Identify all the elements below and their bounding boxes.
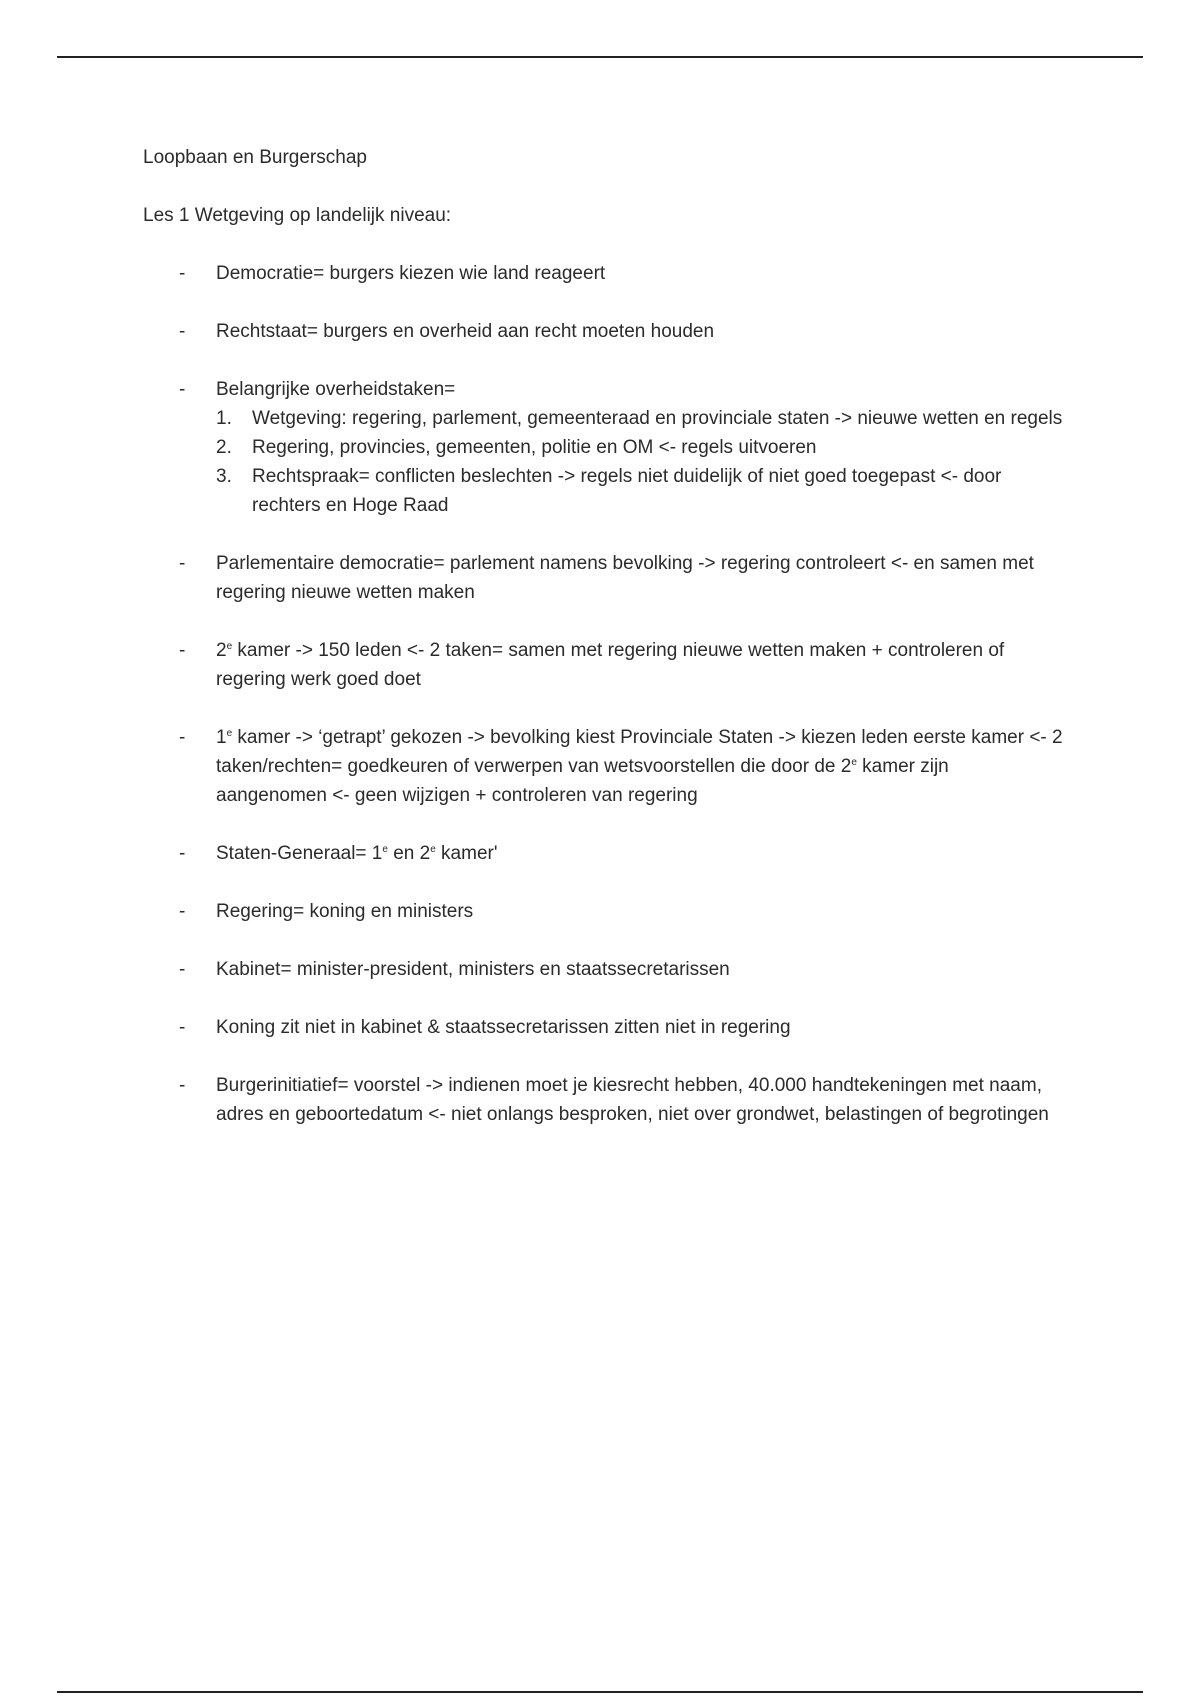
- bullet-item-kabinet: [143, 955, 1063, 984]
- text-part: kamer -> 150 leden <- 2 taken= samen met regering nieuwe wetten maken + controleren of regering werk goed doet: [216, 640, 1005, 690]
- numbered-item: [216, 404, 1063, 433]
- bullet-text: Parlementaire democratie= parlement namens bevolking -> regering controleert <- en samen met regering nieuwe wetten maken: [216, 553, 1034, 603]
- bullet-text: Democratie= burgers kiezen wie land reageert: [216, 263, 606, 284]
- bullet-marker: -: [179, 1017, 186, 1038]
- document-title: Loopbaan en Burgerschap: [143, 147, 367, 168]
- item-number: 3.: [216, 466, 232, 487]
- text-part: kamer': [435, 843, 498, 864]
- bullet-marker: -: [179, 553, 186, 574]
- superscript: e: [226, 641, 233, 652]
- text-part: 2: [216, 640, 227, 661]
- bullet-item-burgerinitiatief: [143, 1071, 1063, 1129]
- numbered-item: [216, 433, 1063, 462]
- bullet-marker: -: [179, 727, 186, 748]
- text-part: kamer zijn aangenomen <- geen wijzigen + controleren van regering: [216, 756, 949, 806]
- bullet-item-democratie: [143, 259, 1063, 288]
- numbered-item: [216, 462, 1063, 520]
- bullet-marker: -: [179, 321, 186, 342]
- bullet-marker: -: [179, 901, 186, 922]
- superscript: e: [430, 844, 436, 855]
- bullet-item-koning: [143, 1013, 1063, 1042]
- document-body: [143, 143, 1063, 1158]
- superscript: e: [226, 728, 233, 739]
- bullet-marker: -: [179, 959, 186, 980]
- superscript: e: [851, 757, 857, 768]
- bullet-item-rechtstaat: [143, 317, 1063, 346]
- superscript: e: [382, 844, 388, 855]
- bullet-text: [216, 843, 497, 864]
- bullet-item-overheidstaken: [143, 375, 1063, 520]
- bullet-text: Koning zit niet in kabinet & staatssecretarissen zitten niet in regering: [216, 1017, 791, 1038]
- bullet-text: Regering= koning en ministers: [216, 901, 474, 922]
- bullet-item-staten-generaal: [143, 839, 1063, 868]
- bullet-list: [143, 259, 1063, 1129]
- bullet-item-tweede-kamer: [143, 636, 1063, 694]
- bullet-item-eerste-kamer: [143, 723, 1063, 810]
- item-text: Regering, provincies, gemeenten, politie en OM <- regels uitvoeren: [252, 437, 817, 458]
- item-number: 2.: [216, 437, 232, 458]
- bullet-marker: -: [179, 379, 186, 400]
- lesson-heading: Les 1 Wetgeving op landelijk niveau:: [143, 205, 452, 226]
- item-text: Wetgeving: regering, parlement, gemeenteraad en provinciale staten -> nieuwe wetten en regels: [252, 408, 1063, 429]
- text-part: Staten-Generaal= 1: [216, 843, 383, 864]
- item-number: 1.: [216, 408, 232, 429]
- bullet-marker: -: [179, 1075, 186, 1096]
- numbered-sublist: [216, 404, 1063, 520]
- bullet-text: Belangrijke overheidstaken=: [216, 379, 456, 400]
- bullet-marker: -: [179, 640, 186, 661]
- bullet-item-parlementaire-democratie: [143, 549, 1063, 607]
- bullet-text: Kabinet= minister-president, ministers en staatssecretarissen: [216, 959, 730, 980]
- bullet-marker: -: [179, 843, 186, 864]
- bullet-text: [216, 640, 1004, 690]
- bullet-marker: -: [179, 263, 186, 284]
- bullet-text: Burgerinitiatief= voorstel -> indienen moet je kiesrecht hebben, 40.000 handtekeningen met naam, adres en geboortedatum <- niet onlangs besproken, niet over grondwet, belastingen of begrotingen: [216, 1075, 1049, 1125]
- text-part: kamer -> ‘getrapt’ gekozen -> bevolking kiest Provinciale Staten -> kiezen leden eerste kamer <- 2 taken/rechten= goedkeuren of verwerpen van wetsvoorstellen die door de 2: [216, 727, 1063, 777]
- bullet-item-regering: [143, 897, 1063, 926]
- bullet-text: [216, 727, 1063, 806]
- text-part: 1: [216, 727, 227, 748]
- header-rule: [57, 56, 1143, 58]
- item-text: Rechtspraak= conflicten beslechten -> regels niet duidelijk of niet goed toegepast <- door rechters en Hoge Raad: [252, 466, 1002, 516]
- footer-rule: [57, 1691, 1143, 1693]
- text-part: en 2: [387, 843, 431, 864]
- bullet-text: Rechtstaat= burgers en overheid aan recht moeten houden: [216, 321, 715, 342]
